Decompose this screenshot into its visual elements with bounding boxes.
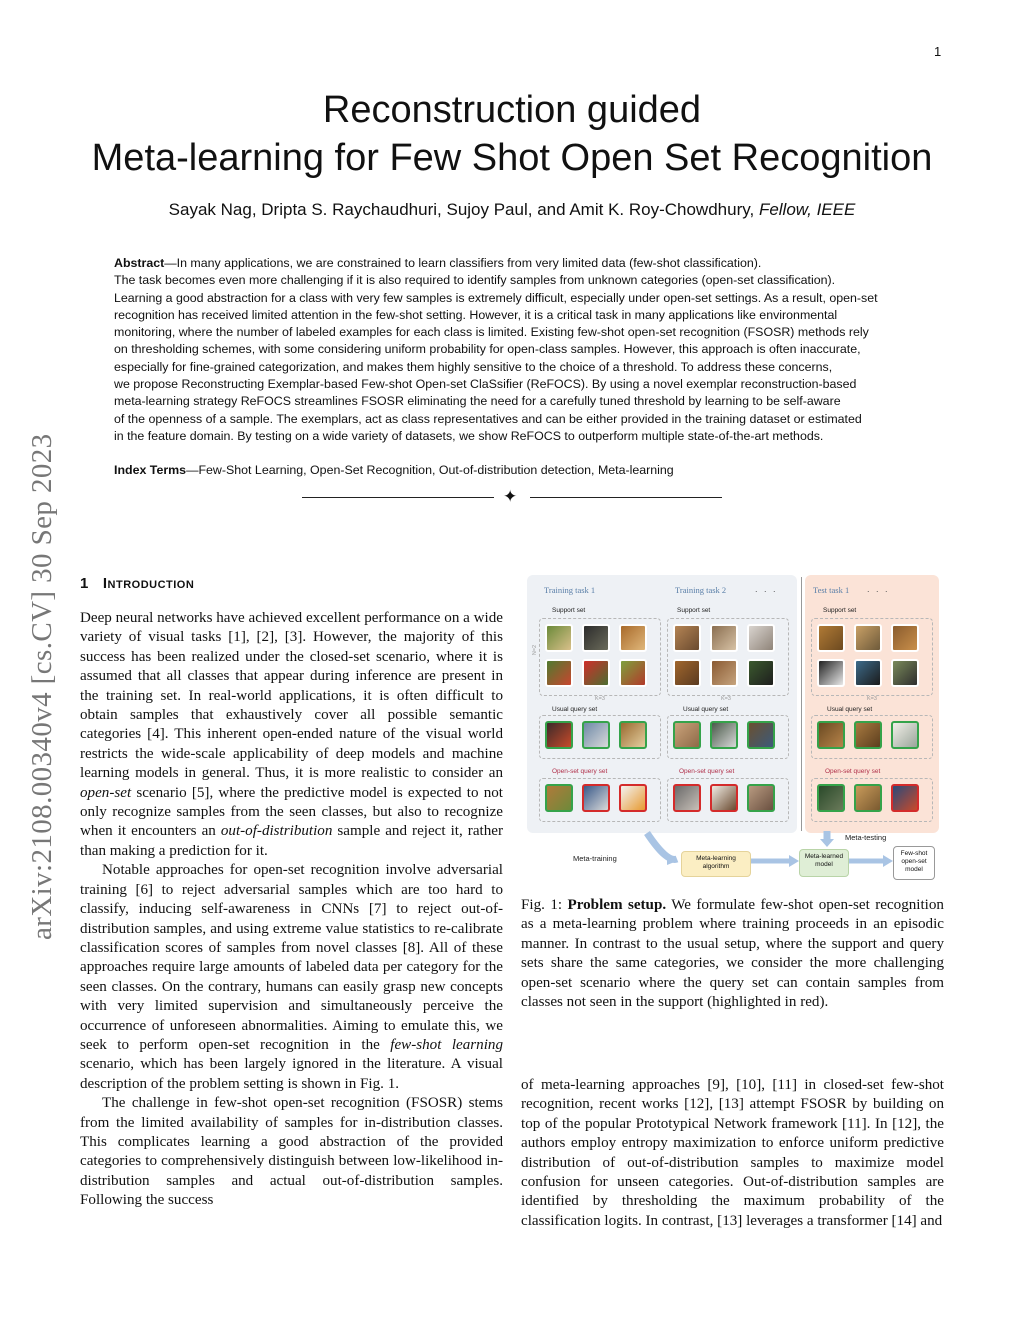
query-image xyxy=(817,784,845,812)
support-image xyxy=(817,659,845,687)
right-column xyxy=(521,1076,944,1231)
abstract-line: of the openness of a sample. The exemplars, act as class representatives and can be either provided in the training dataset or estimated xyxy=(114,411,862,426)
support-image xyxy=(891,624,919,652)
title-line-1: Reconstruction guided xyxy=(322,89,702,131)
support-image xyxy=(854,624,882,652)
caption-text: We formulate few-shot open-set recognition as a meta-learning problem where training proceeds in an episodic manner. In contrast to the usual setup, where the support and query sets share the same categories, we consider the more challenging open-set scenario where the query set can contain samples from classes not seen in the support (highlighted in red). xyxy=(521,897,944,1011)
section-number: 1 xyxy=(80,575,89,592)
training-ellipsis: . . . xyxy=(755,584,778,594)
k-label: K=3 xyxy=(595,696,605,702)
text-run: scenario, which has been largely ignored in the literature. A visual description of the problem setting is shown in Fig. 1. xyxy=(80,1056,503,1092)
query-image xyxy=(619,721,647,749)
abstract xyxy=(114,255,911,445)
divider-diamond-icon: ✦ xyxy=(503,487,518,506)
open-set-image xyxy=(673,784,701,812)
query-image xyxy=(854,784,882,812)
support-image xyxy=(582,624,610,652)
support-image xyxy=(545,624,573,652)
support-image xyxy=(673,659,701,687)
abstract-line: especially for fine-grained categorization, and makes them highly sensitive to the choice of a threshold. To address these concerns, xyxy=(114,359,833,374)
page-number: 1 xyxy=(934,44,942,59)
abstract-label: Abstract xyxy=(114,256,165,270)
text-run: Notable approaches for open-set recognition involve adversarial training [6] to reject adversarial samples which are too hard to classify, inducing self-awareness in CNNs [7] to reject out-of-distribution samples, and using extreme value statistics to re-calibrate classification scores of samples from novel classes [8]. All of these approaches require large amounts of labeled data per category for the seen classes. On the contrary, humans can easily grasp new concepts with very limited supervision and simultaneously perceive the occurrence of unforeseen abnormalities. Aiming to emulate this, we seek to perform open-set recognition in the xyxy=(80,862,503,1053)
abstract-line: Learning a good abstraction for a class with very few samples is extremely difficult, especially under open-set settings. As a result, open-set xyxy=(114,290,878,305)
open-set-query-label: Open-set query set xyxy=(825,768,881,775)
training-task-2-label: Training task 2 xyxy=(675,585,727,595)
support-set-label: Support set xyxy=(677,607,711,614)
open-set-image xyxy=(582,784,610,812)
query-image xyxy=(710,721,738,749)
meta-training-arrow xyxy=(647,833,677,859)
support-set-label: Support set xyxy=(823,607,857,614)
author-list xyxy=(0,200,1024,220)
support-image xyxy=(545,659,573,687)
support-image xyxy=(619,624,647,652)
usual-query-set-label: Usual query set xyxy=(827,706,873,713)
abstract-line: on thresholding schemes, with some considering uniform probability for open-class samples. However, this approach is often inaccurate, xyxy=(114,342,861,357)
support-image xyxy=(582,659,610,687)
paragraph: of meta-learning approaches [9], [10], [11] in closed-set few-shot recognition, recent works [12], [13] attempt FSOSR by building on top of the popular Prototypical Network framework [11]. In [12], the authors employ entropy maximization to enforce uniform predictive distribution of out-of-distribution samples to maximize model confusion for unseen categories. Out-of-distribution samples are identified by thresholding the maximum probability of the classification logits. In contrast, [13] leverages a transformer [14] and xyxy=(521,1077,944,1229)
meta-learning-algorithm-box: Meta-learning algorithm xyxy=(681,851,751,877)
support-image xyxy=(710,624,738,652)
query-image xyxy=(817,721,845,749)
abstract-line: The task becomes even more challenging if it is also required to identify samples from unknown categories (open-set classification). xyxy=(114,273,836,288)
abstract-line: we propose Reconstructing Exemplar-based Few-shot Open-set ClaSsifier (ReFOCS). By using a novel exemplar reconstruction-based xyxy=(114,377,857,392)
arxiv-identifier: arXiv:2108.00340v4 [cs.CV] 30 Sep 2023 xyxy=(26,433,58,940)
emphasis: out-of-distribution xyxy=(220,823,333,840)
usual-query-set-label: Usual query set xyxy=(552,706,598,713)
emphasis: open-set xyxy=(80,784,132,801)
abstract-line-text: —In many applications, we are constrained to learn classifiers from very limited data (few-shot classification). xyxy=(164,256,762,270)
figure-caption xyxy=(521,896,944,1012)
query-image xyxy=(747,721,775,749)
query-image xyxy=(545,784,573,812)
query-image xyxy=(747,784,775,812)
meta-testing-arrowhead xyxy=(820,839,834,847)
support-image xyxy=(619,659,647,687)
support-image xyxy=(747,624,775,652)
open-set-image xyxy=(710,784,738,812)
model-to-fsos-arrowhead xyxy=(883,855,893,867)
test-task-1-label: Test task 1 xyxy=(813,585,850,595)
section-heading xyxy=(80,575,194,592)
abstract-line: recognition has received limited attention in the few-shot setting. However, it is a critical task in many applications like environmental xyxy=(114,307,838,322)
few-shot-open-set-model-box: Few-shot open-set model xyxy=(893,846,935,880)
index-terms xyxy=(114,462,911,479)
support-set-label: Support set xyxy=(552,607,586,614)
usual-query-set-label: Usual query set xyxy=(683,706,729,713)
authors-fellow: Fellow, IEEE xyxy=(758,200,856,219)
caption-label: Fig. 1: xyxy=(521,897,563,913)
k-label: K=3 xyxy=(721,696,731,702)
support-image xyxy=(747,659,775,687)
query-image xyxy=(545,721,573,749)
index-terms-text: —Few-Shot Learning, Open-Set Recognition, Out-of-distribution detection, Meta-learning xyxy=(186,463,674,477)
meta-testing-label: Meta-testing xyxy=(845,833,887,842)
abstract-line xyxy=(114,255,911,272)
open-set-query-label: Open-set query set xyxy=(552,768,608,775)
support-image xyxy=(891,659,919,687)
support-image xyxy=(817,624,845,652)
authors-names: Sayak Nag, Dripta S. Raychaudhuri, Sujoy Paul, and Amit K. Roy-Chowdhury, xyxy=(168,200,755,219)
query-image xyxy=(582,721,610,749)
text-run: sample and reject it, rather than making a prediction for it. xyxy=(80,823,503,859)
k-label: K=3 xyxy=(867,696,877,702)
abstract-line: in the feature domain. By testing on a wide variety of datasets, we show ReFOCS to outperform multiple state-of-the-art methods. xyxy=(114,428,824,443)
support-image xyxy=(854,659,882,687)
algorithm-to-model-arrowhead xyxy=(789,855,799,867)
text-run: Deep neural networks have achieved excellent performance on a wide variety of visual tasks [1], [2], [3]. However, the majority of this success has been realized under the closed-set scenario, where it is assumed that all classes that appear during inference are present in the training set. In real-world applications, it is often difficult to obtain samples that exhaustively cover all possible semantic categories [4]. This inherent open-ended nature of the visual world restricts the wide-scale applicability of deep models and machine learning models in general. Thus, it is more realistic to consider an xyxy=(80,610,503,782)
abstract-line: meta-learning strategy ReFOCS streamlines FSOSR eliminating the need for a carefully tuned threshold by learning to be self-aware xyxy=(114,394,841,409)
figure-problem-setup xyxy=(527,575,939,883)
left-column xyxy=(80,609,503,1211)
abstract-line: monitoring, where the number of labeled examples for each class is limited. Existing few-shot open-set recognition (FSOSR) methods rely xyxy=(114,325,869,340)
paragraph: The challenge in few-shot open-set recognition (FSOSR) stems from the limited availability of samples for in-distribution classes. This complicates learning a good abstraction of the provided categories to comprehensively distinguish between low-likelihood in-distribution samples and actual out-of-distribution samples. Following the success xyxy=(80,1095,503,1209)
paragraph xyxy=(80,861,503,1094)
title-line-2: Meta-learning for Few Shot Open Set Recognition xyxy=(91,137,933,179)
query-image xyxy=(854,721,882,749)
open-set-image xyxy=(619,784,647,812)
query-image xyxy=(891,721,919,749)
open-set-image xyxy=(891,784,919,812)
section-title: Introduction xyxy=(102,575,195,592)
open-set-query-label: Open-set query set xyxy=(679,768,735,775)
support-image xyxy=(673,624,701,652)
test-ellipsis: . . . xyxy=(867,584,890,594)
caption-bold: Problem setup. xyxy=(567,897,667,913)
training-task-1-label: Training task 1 xyxy=(544,585,596,595)
meta-learned-model-box: Meta-learned model xyxy=(799,849,849,877)
n-label: N=2 xyxy=(532,644,539,656)
text-run: scenario [5], where the predictive model is expected to not only recognize samples from the seen classes, but also to recognize when it encounters an xyxy=(80,784,503,840)
divider-line-left xyxy=(302,497,494,498)
panel-separator xyxy=(801,577,802,831)
meta-training-label: Meta-training xyxy=(573,854,617,863)
paper-title xyxy=(0,86,1024,182)
support-image xyxy=(710,659,738,687)
emphasis: few-shot learning xyxy=(390,1036,503,1053)
paragraph xyxy=(80,609,503,861)
index-terms-label: Index Terms xyxy=(114,463,187,477)
query-image xyxy=(673,721,701,749)
divider-line-right xyxy=(530,497,722,498)
